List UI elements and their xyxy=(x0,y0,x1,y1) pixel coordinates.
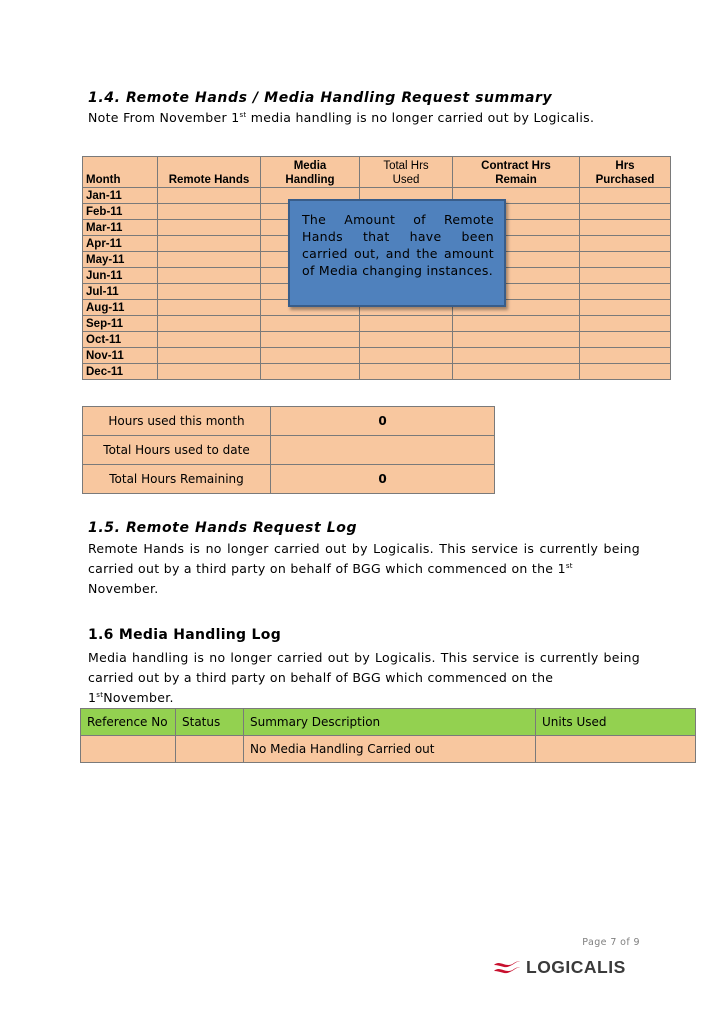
month-cell: Oct-11 xyxy=(83,332,158,348)
hours-row xyxy=(83,436,495,465)
media-handling-log-table xyxy=(80,708,696,763)
summary-cell xyxy=(580,268,671,284)
summary-cell xyxy=(360,316,453,332)
logo-text: LOGICALIS xyxy=(526,956,626,977)
summary-cell xyxy=(158,316,261,332)
log-ref xyxy=(81,736,176,763)
month-cell: Feb-11 xyxy=(83,204,158,220)
summary-cell xyxy=(580,188,671,204)
summary-cell xyxy=(158,236,261,252)
summary-row xyxy=(83,348,671,364)
header-month: Month xyxy=(83,157,158,188)
summary-cell xyxy=(360,348,453,364)
summary-cell xyxy=(158,252,261,268)
log-header-ref: Reference No xyxy=(81,709,176,736)
log-summary: No Media Handling Carried out xyxy=(244,736,536,763)
summary-row xyxy=(83,316,671,332)
summary-cell xyxy=(580,236,671,252)
summary-cell xyxy=(158,300,261,316)
month-cell: Jun-11 xyxy=(83,268,158,284)
summary-cell xyxy=(261,316,360,332)
summary-cell xyxy=(580,364,671,380)
hours-used-date-label: Total Hours used to date xyxy=(83,436,271,465)
section-1-5-text: Remote Hands is no longer carried out by Logicalis. This service is currently being carried out by a third party on behalf of BGG which commenced on the 1 xyxy=(88,541,640,576)
note-sup: st xyxy=(239,110,247,119)
summary-cell xyxy=(261,364,360,380)
summary-cell xyxy=(360,332,453,348)
log-header-row xyxy=(81,709,696,736)
section-1-6-day: 1 xyxy=(88,690,97,705)
summary-cell xyxy=(453,364,580,380)
month-cell: Dec-11 xyxy=(83,364,158,380)
summary-header-row xyxy=(83,157,671,188)
summary-row xyxy=(83,364,671,380)
hours-row xyxy=(83,407,495,436)
logo-wave-icon xyxy=(492,958,522,976)
summary-cell xyxy=(158,284,261,300)
summary-cell xyxy=(580,348,671,364)
summary-cell xyxy=(453,332,580,348)
summary-cell xyxy=(158,332,261,348)
summary-cell xyxy=(580,300,671,316)
log-header-summary: Summary Description xyxy=(244,709,536,736)
summary-cell xyxy=(158,188,261,204)
section-1-4-title: 1.4. Remote Hands / Media Handling Request summary xyxy=(88,90,553,106)
month-cell: Apr-11 xyxy=(83,236,158,252)
section-1-5-sup: st xyxy=(565,561,573,570)
section-1-5-title: 1.5. Remote Hands Request Log xyxy=(88,520,358,536)
summary-cell xyxy=(580,252,671,268)
summary-cell xyxy=(453,348,580,364)
header-total-hrs-used: Total Hrs Used xyxy=(360,157,453,188)
summary-cell xyxy=(580,332,671,348)
callout-text: The Amount of Remote Hands that have been carried out, and the amount of Media changing instances. xyxy=(302,212,494,278)
log-header-status: Status xyxy=(176,709,244,736)
section-1-6-title: 1.6 Media Handling Log xyxy=(88,627,282,643)
hours-used-month-label: Hours used this month xyxy=(83,407,271,436)
header-media-handling: Media Handling xyxy=(261,157,360,188)
month-cell: Aug-11 xyxy=(83,300,158,316)
section-1-5-end: November. xyxy=(88,581,159,596)
summary-cell xyxy=(158,204,261,220)
section-1-5-body xyxy=(88,539,640,599)
section-1-6-text: Media handling is no longer carried out by Logicalis. This service is currently being carried out by a third party on behalf of BGG which commenced on the xyxy=(88,650,640,685)
summary-cell xyxy=(453,316,580,332)
hours-used-month-value: 0 xyxy=(271,407,495,436)
summary-cell xyxy=(261,348,360,364)
page-number: Page 7 of 9 xyxy=(582,937,640,948)
summary-cell xyxy=(580,220,671,236)
header-remote-hands: Remote Hands xyxy=(158,157,261,188)
summary-cell xyxy=(158,364,261,380)
summary-row xyxy=(83,332,671,348)
hours-row xyxy=(83,465,495,494)
summary-cell xyxy=(580,316,671,332)
section-1-4-note xyxy=(88,108,688,128)
log-row xyxy=(81,736,696,763)
month-cell: Jan-11 xyxy=(83,188,158,204)
hours-used-date-value xyxy=(271,436,495,465)
summary-cell xyxy=(580,284,671,300)
summary-cell xyxy=(580,204,671,220)
callout-box xyxy=(288,199,506,307)
month-cell: Nov-11 xyxy=(83,348,158,364)
hours-table xyxy=(82,406,495,494)
section-1-6-sup: st xyxy=(96,690,104,699)
note-text-end: media handling is no longer carried out by Logicalis. xyxy=(246,110,595,125)
log-header-units: Units Used xyxy=(536,709,696,736)
summary-cell xyxy=(360,364,453,380)
header-hrs-purchased: Hrs Purchased xyxy=(580,157,671,188)
section-1-6-end: November. xyxy=(103,690,174,705)
month-cell: Mar-11 xyxy=(83,220,158,236)
month-cell: Jul-11 xyxy=(83,284,158,300)
hours-remaining-label: Total Hours Remaining xyxy=(83,465,271,494)
hours-remaining-value: 0 xyxy=(271,465,495,494)
summary-cell xyxy=(158,348,261,364)
log-status xyxy=(176,736,244,763)
month-cell: Sep-11 xyxy=(83,316,158,332)
month-cell: May-11 xyxy=(83,252,158,268)
section-1-6-body xyxy=(88,648,640,708)
summary-cell xyxy=(261,332,360,348)
note-text-start: Note From November 1 xyxy=(88,110,240,125)
log-units xyxy=(536,736,696,763)
summary-cell xyxy=(158,268,261,284)
logicalis-logo xyxy=(492,955,642,979)
header-contract-hrs-remain: Contract Hrs Remain xyxy=(453,157,580,188)
summary-cell xyxy=(158,220,261,236)
